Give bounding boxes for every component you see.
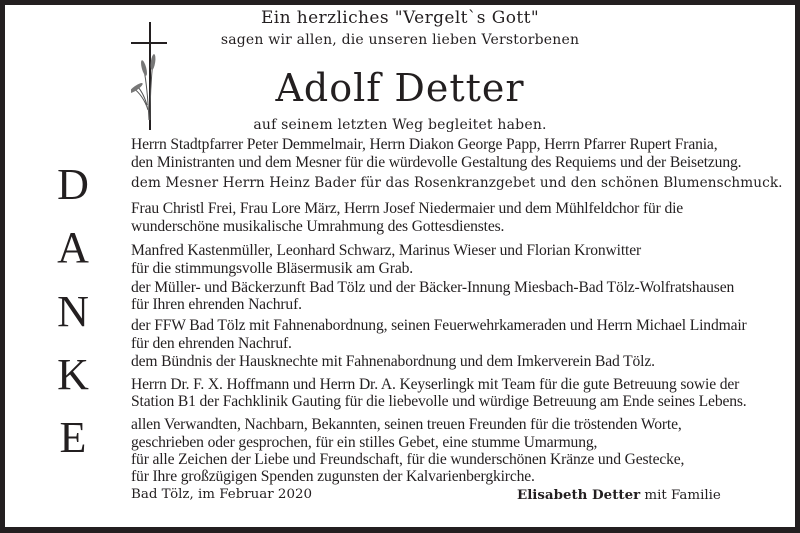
- danke-letter-e: E: [59, 413, 87, 462]
- body-line: wunderschöne musikalische Umrahmung des Gottesdienstes.: [131, 218, 505, 235]
- body-line: der FFW Bad Tölz mit Fahnenabordnung, seinen Feuerwehrkameraden und Herrn Michael Lindmair: [131, 317, 747, 334]
- body-line: Herrn Dr. F. X. Hoffmann und Herrn Dr. A. Keyserlingk mit Team für die gute Betreuung sowie der: [131, 376, 740, 393]
- deceased-name: Adolf Detter: [275, 66, 525, 110]
- signature: [517, 487, 721, 503]
- body-line: Station B1 der Fachklinik Gauting für die liebevolle und würdige Betreuung am Ende seines Lebens.: [131, 393, 747, 410]
- danke-letter-a: A: [57, 223, 89, 272]
- body-line: für Ihre großzügigen Spenden zugunsten der Kalvarienbergkirche.: [131, 468, 535, 485]
- body-line: Frau Christl Frei, Frau Lore März, Herrn Josef Niedermaier und dem Mühlfeldchor für die: [131, 200, 684, 217]
- danke-letter-d: D: [57, 160, 89, 209]
- body-line: Herrn Stadtpfarrer Peter Demmelmair, Herrn Diakon George Papp, Herrn Pfarrer Rupert Frania,: [131, 136, 718, 153]
- danke-letter-k: K: [57, 350, 89, 399]
- thanks-subheading: sagen wir allen, die unseren lieben Verstorbenen: [220, 32, 580, 48]
- thanks-subheading-2: auf seinem letzten Weg begleitet haben.: [253, 117, 547, 133]
- body-line: der Müller- und Bäckerzunft Bad Tölz und der Bäcker-Innung Miesbach-Bad Tölz-Wolfratshausen: [131, 279, 735, 296]
- body-line: dem Mesner Herrn Heinz Bader für das Rosenkranzgebet und den schönen Blumenschmuck.: [131, 175, 783, 191]
- body-line: für Ihren ehrenden Nachruf.: [131, 296, 302, 313]
- body-line: dem Bündnis der Hausknechte mit Fahnenabordnung und dem Imkerverein Bad Tölz.: [131, 353, 655, 370]
- body-line: allen Verwandten, Nachbarn, Bekannten, seinen treuen Freunden für die tröstenden Worte,: [131, 416, 682, 433]
- body-line: für die stimmungsvolle Bläsermusik am Grab.: [131, 260, 413, 277]
- body-line: den Ministranten und dem Mesner für die würdevolle Gestaltung des Requiems und der Beisetzung.: [131, 154, 742, 171]
- body-line: für den ehrenden Nachruf.: [131, 335, 292, 352]
- signature-suffix: mit Familie: [640, 488, 721, 503]
- body-line: für alle Zeichen der Liebe und Freundschaft, für die wunderschönen Kränze und Gestecke,: [131, 451, 685, 468]
- place-date: Bad Tölz, im Februar 2020: [131, 487, 313, 502]
- thanks-heading: Ein herzliches "Vergelt`s Gott": [260, 8, 540, 28]
- danke-letter-n: N: [57, 287, 89, 336]
- obituary-card: [5, 5, 795, 527]
- signature-name: Elisabeth Detter: [517, 487, 641, 503]
- body-line: geschrieben oder gesprochen, für ein stilles Gebet, eine stumme Umarmung,: [131, 434, 598, 451]
- body-line: Manfred Kastenmüller, Leonhard Schwarz, Marinus Wieser und Florian Kronwitter: [131, 242, 642, 259]
